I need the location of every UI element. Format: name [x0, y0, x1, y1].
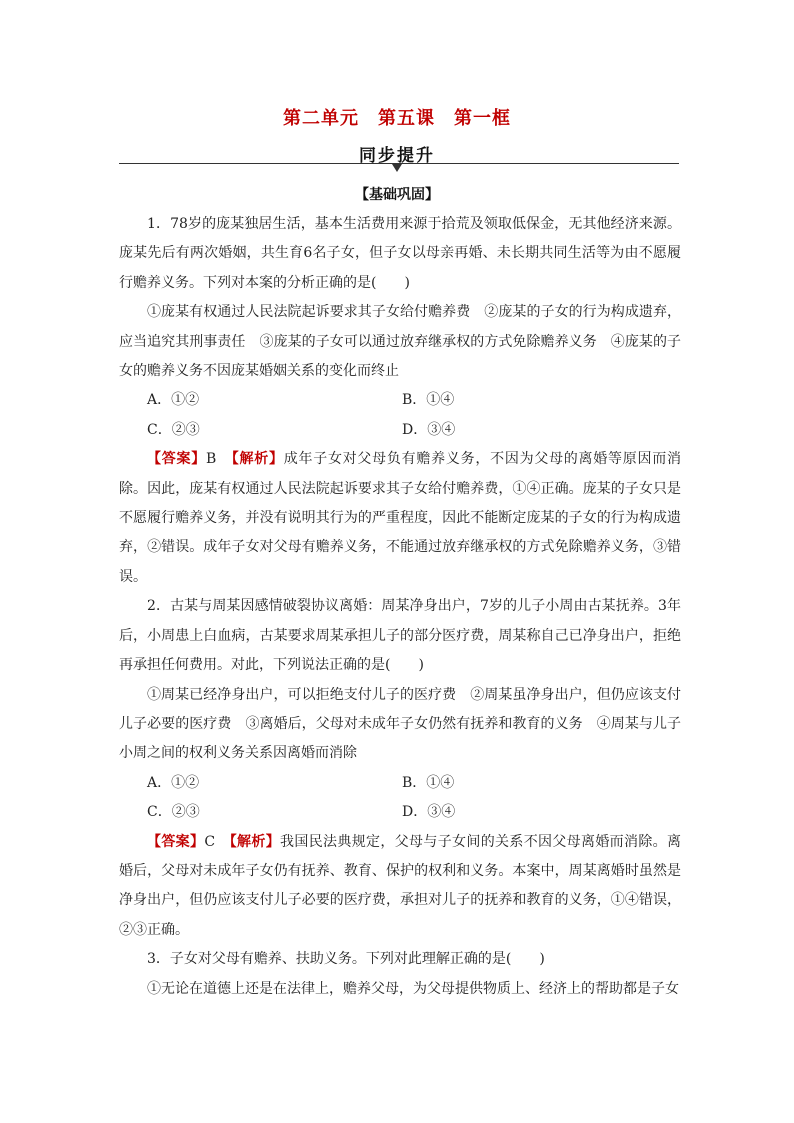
- question-2-statements: ①周某已经净身出户，可以拒绝支付儿子的医疗费 ②周某虽净身出户，但仍应该支付儿子必要的医疗费 ③离婚后，父母对未成年子女仍然有抚养和教育的义务 ④周某与儿子小周之间的权利义务关系因离婚而消除: [119, 686, 681, 762]
- question-1-answer: B: [205, 451, 217, 468]
- section-heading: 【基础巩固】: [355, 187, 439, 203]
- question-3-stem: 3．子女对父母有赡养、扶助义务。下列对此理解正确的是( ): [147, 951, 545, 968]
- question-1-option-d: D．③④: [402, 421, 456, 438]
- question-1-answer-block: [119, 445, 681, 592]
- question-2-answer: C: [204, 833, 216, 850]
- question-1-option-b: B．①④: [402, 392, 455, 409]
- question-2-analysis: 我国民法典规定，父母与子女间的关系不因父母离婚而消除。离婚后，父母对未成年子女仍有抚养、教育、保护的权利和义务。本案中，周某离婚时虽然是净身出户，但仍应该支付儿子必要的医疗费，承担对儿子的抚养和教育的义务，①④错误，②③正确。: [119, 833, 682, 938]
- question-2-stem: 2．古某与周某因感情破裂协议离婚：周某净身出户，7岁的儿子小周由古某抚养。3年后，小周患上白血病，古某要求周某承担儿子的部分医疗费，周某称自己已净身出户，拒绝再承担任何费用。对此，下列说法正确的是( ): [119, 598, 681, 674]
- question-1-options-row-1: [119, 386, 681, 415]
- triangle-down-icon: [392, 164, 402, 172]
- question-1-analysis: 成年子女对父母负有赡养义务，不因为父母的离婚等原因而消除。因此，庞某有权通过人民法院起诉要求其子女给付赡养费，①④正确。庞某的子女只是不愿履行赡养义务，并没有说明其行为的严重程度，因此不能断定庞某的子女的行为构成遗弃，②错误。成年子女对父母有赡养义务，不能通过放弃继承权的方式免除赡养义务，③错误。: [119, 451, 682, 585]
- question-2-options-row-2: [119, 798, 681, 827]
- answer-tag: 【答案】: [147, 451, 206, 468]
- question-1-options-row-2: [119, 416, 681, 445]
- analysis-tag: 【解析】: [229, 833, 281, 850]
- question-2-option-d: D．③④: [402, 804, 456, 821]
- question-2-option-c: C．②③: [147, 804, 200, 821]
- question-2-options-row-1: [119, 769, 681, 798]
- analysis-tag: 【解析】: [231, 451, 284, 468]
- question-3-statements: ①无论在道德上还是在法律上，赡养父母，为父母提供物质上、经济上的帮助都是子女: [147, 980, 679, 997]
- page-subtitle: 同步提升: [359, 146, 435, 166]
- question-1-option-a: A．①②: [147, 392, 200, 409]
- question-1-option-c: C．②③: [147, 421, 200, 438]
- page-title: 第二单元 第五课 第一框: [283, 108, 511, 129]
- question-2-answer-block: [119, 828, 681, 946]
- question-2-option-b: B．①④: [402, 774, 455, 791]
- question-content: [119, 210, 681, 1004]
- question-1-statements: ①庞某有权通过人民法院起诉要求其子女给付赡养费 ②庞某的子女的行为构成遗弃，应当追究其刑事责任 ③庞某的子女可以通过放弃继承权的方式免除赡养义务 ④庞某的子女的赡养义务不因庞某婚姻关系的变化而终止: [119, 304, 681, 380]
- question-2-option-a: A．①②: [147, 774, 200, 791]
- answer-tag: 【答案】: [147, 833, 205, 850]
- question-1-stem: 1．78岁的庞某独居生活，基本生活费用来源于拾荒及领取低保金，无其他经济来源。庞某先后有两次婚姻，共生育6名子女，但子女以母亲再婚、未长期共同生活等为由不愿履行赡养义务。下列对本案的分析正确的是( ): [119, 216, 681, 291]
